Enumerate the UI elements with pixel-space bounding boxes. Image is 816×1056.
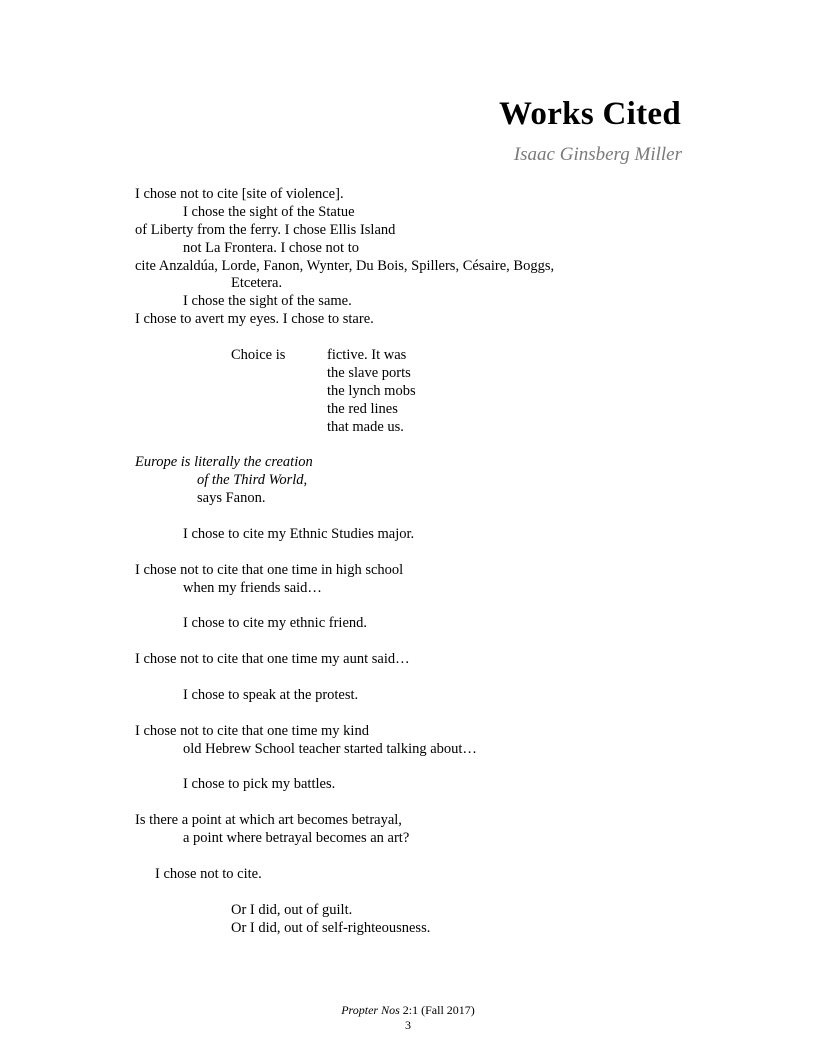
poem-line	[135, 347, 695, 365]
poem-line: I chose to cite my Ethnic Studies major.	[183, 525, 415, 542]
poem-line: I chose not to cite [site of violence].	[135, 186, 344, 202]
poem-line: when my friends said…	[183, 579, 322, 596]
poem-line: Or I did, out of guilt.	[231, 901, 353, 918]
poem-line: a point where betrayal becomes an art?	[183, 830, 410, 847]
poem-line: Or I did, out of self-righteousness.	[231, 919, 431, 936]
poem-line: old Hebrew School teacher started talking about…	[183, 740, 477, 757]
quote-line: Europe is literally the creation	[135, 454, 313, 471]
poem-line: the slave ports	[327, 364, 411, 381]
poem-line: not La Frontera. I chose not to	[183, 239, 359, 256]
poem-line: I chose not to cite that one time in high school	[135, 561, 404, 578]
poem-line: I chose not to cite that one time my aunt said…	[135, 651, 410, 668]
poem-line: the lynch mobs	[327, 382, 416, 399]
poem-line: that made us.	[327, 418, 404, 435]
poem-line: I chose not to cite.	[155, 865, 262, 882]
poem-line: I chose to pick my battles.	[183, 776, 336, 793]
poem-line: the red lines	[327, 400, 398, 417]
poem-body	[135, 186, 695, 937]
quote-line: of the Third World,	[197, 472, 308, 489]
poem-line: I chose to speak at the protest.	[183, 686, 359, 703]
journal-issue: 2:1 (Fall 2017)	[399, 1003, 475, 1017]
page-number: 3	[405, 1018, 411, 1032]
poem-line: I chose to cite my ethnic friend.	[183, 615, 368, 632]
journal-citation	[0, 1003, 816, 1018]
page-title: Works Cited	[498, 96, 681, 132]
author-name: Isaac Ginsberg Miller	[513, 144, 682, 165]
poem-line: I chose not to cite that one time my kind	[135, 722, 369, 739]
poem-line: cite Anzaldúa, Lorde, Fanon, Wynter, Du Bois, Spillers, Césaire, Boggs,	[135, 257, 555, 274]
poem-line: of Liberty from the ferry. I chose Ellis Island	[135, 221, 396, 238]
poem-line: I chose the sight of the Statue	[183, 203, 355, 220]
choice-label: Choice is	[231, 347, 286, 364]
poem-line-text: fictive. It was	[327, 347, 407, 364]
poem-line: Etcetera.	[231, 275, 283, 292]
page-footer	[0, 1003, 816, 1033]
quote-attribution: says Fanon.	[197, 490, 266, 507]
poem-line: I chose the sight of the same.	[183, 293, 352, 310]
poem-line: Is there a point at which art becomes betrayal,	[135, 812, 402, 829]
poem-line: I chose to avert my eyes. I chose to stare.	[135, 311, 374, 328]
journal-name: Propter Nos	[341, 1003, 400, 1017]
